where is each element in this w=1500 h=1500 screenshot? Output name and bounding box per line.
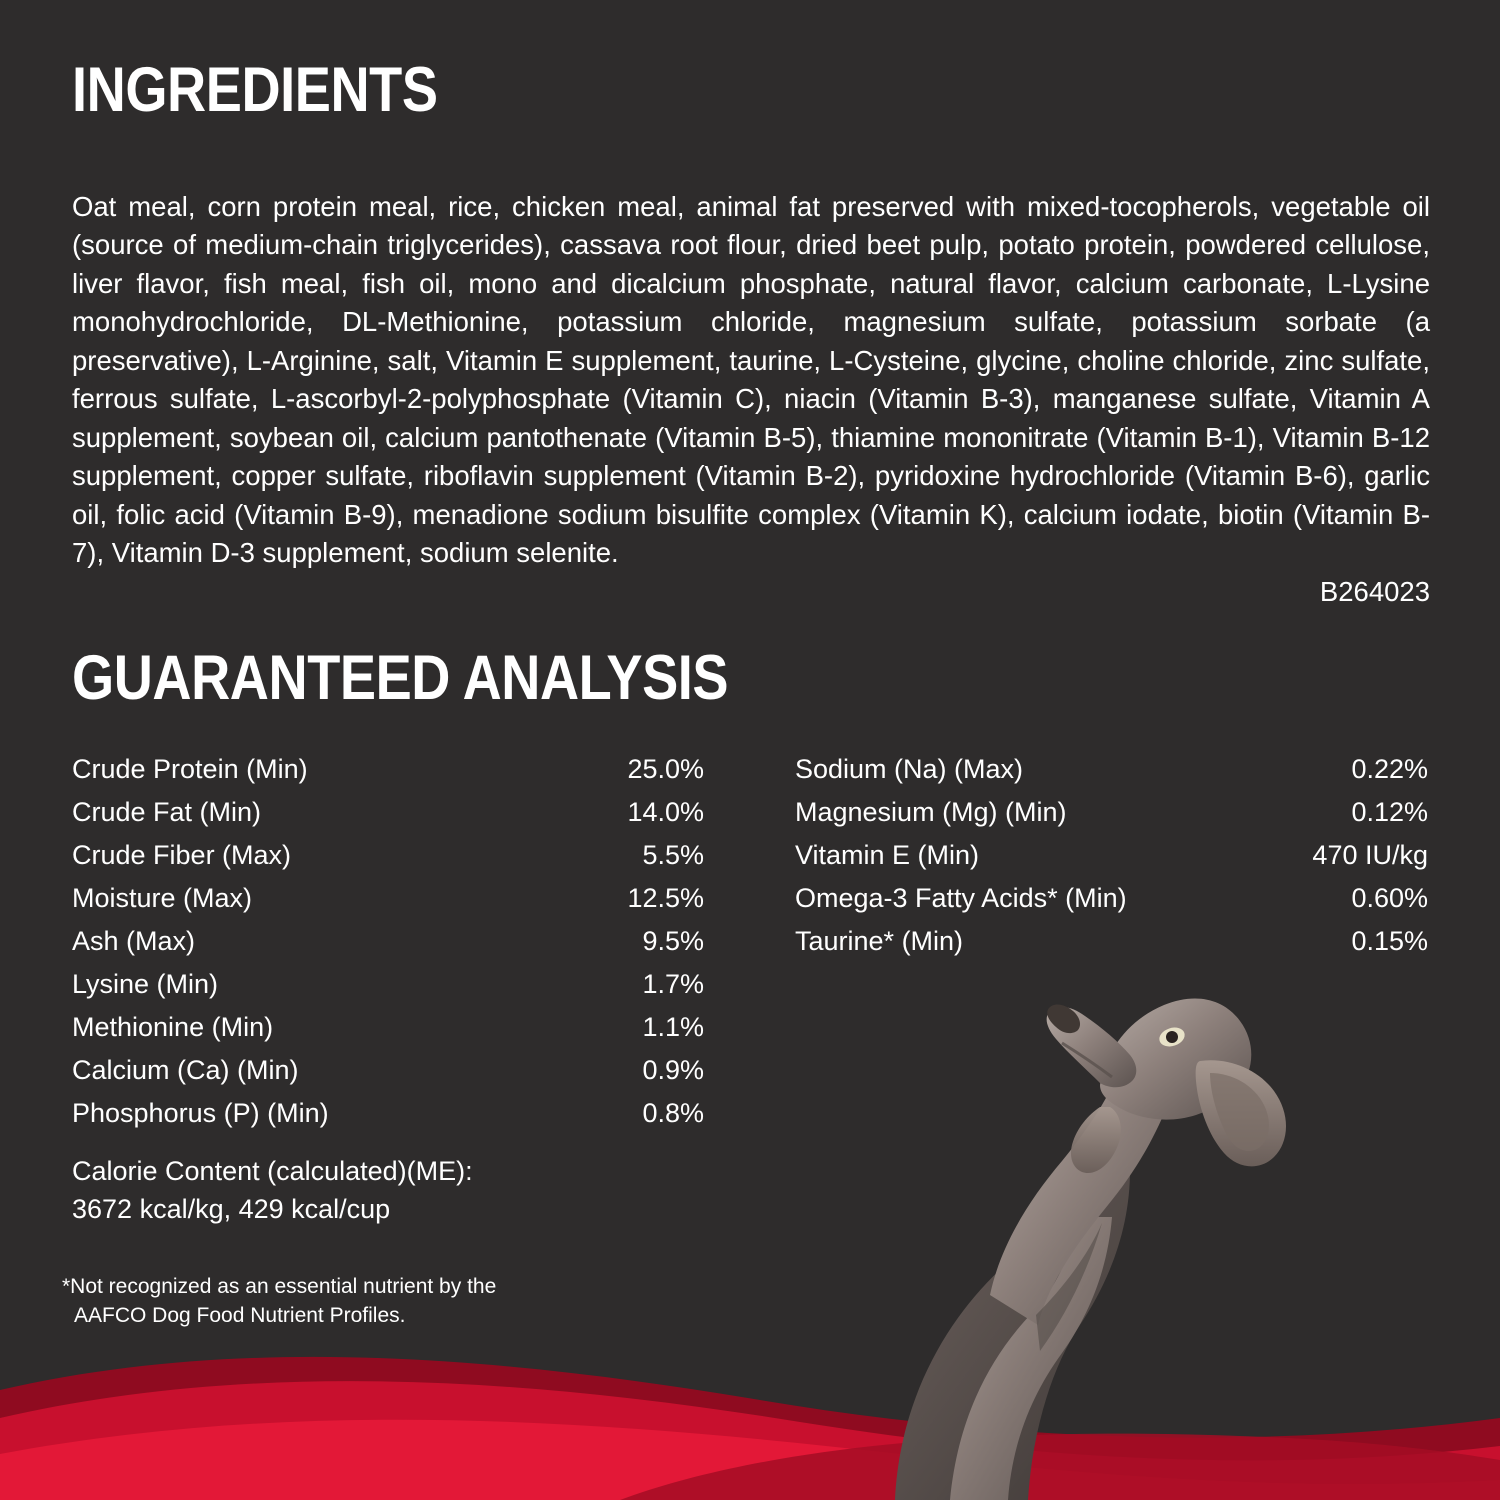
table-row [72,748,704,791]
dog-photo [800,965,1340,1500]
nutrient-value: 12.5% [627,883,704,913]
nutrient-label: Crude Fiber (Max) [72,840,292,870]
nutrient-value: 9.5% [642,926,704,956]
batch-code: B264023 [1319,576,1430,607]
nutrient-label: Vitamin E (Min) [795,840,980,870]
nutrient-label: Methionine (Min) [72,1012,274,1042]
nutrient-value: 0.9% [642,1055,704,1085]
table-row [795,791,1428,834]
footnote [62,1272,682,1330]
nutrient-value: 25.0% [627,754,704,784]
table-row [72,791,704,834]
nutrient-value: 0.15% [1351,926,1428,956]
guaranteed-analysis-heading: GUARANTEED ANALYSIS [72,643,729,713]
calorie-content-block [72,1152,712,1228]
nutrient-value: 5.5% [642,840,704,870]
nutrient-label: Moisture (Max) [72,883,253,913]
table-row [72,1092,704,1135]
footnote-line2: AAFCO Dog Food Nutrient Profiles. [74,1304,406,1327]
dog-illustration-svg [800,965,1340,1500]
table-row [72,920,704,963]
footnote-line1: *Not recognized as an essential nutrient by the [62,1275,497,1298]
nutrient-label: Magnesium (Mg) (Min) [795,797,1067,827]
ingredients-heading: INGREDIENTS [72,55,438,125]
nutrient-value: 0.60% [1351,883,1428,913]
nutrient-value: 470 IU/kg [1312,840,1428,870]
nutrient-value: 0.22% [1351,754,1428,784]
nutrient-label: Calcium (Ca) (Min) [72,1055,299,1085]
nutrient-label: Omega-3 Fatty Acids* (Min) [795,883,1127,913]
nutrient-label: Lysine (Min) [72,969,219,999]
table-row [72,834,704,877]
ingredients-text: Oat meal, corn protein meal, rice, chicken meal, animal fat preserved with mixed-tocopherols, vegetable oil (source of medium-chain triglycerides), cassava root flour, dried beet pulp, potato protein, powdered cellulose, liver flavor, fish meal, fish oil, mono and dicalcium phosphate, natural flavor, calcium carbonate, L-Lysine monohydrochloride, DL-Methionine, potassium chloride, magnesium sulfate, potassium sorbate (a preservative), L-Arginine, salt, Vitamin E supplement, taurine, L-Cysteine, glycine, choline chloride, zinc sulfate, ferrous sulfate, L-ascorbyl-2-polyphosphate (Vitamin C), niacin (Vitamin B-3), manganese sulfate, Vitamin A supplement, soybean oil, calcium pantothenate (Vitamin B-5), thiamine mononitrate (Vitamin B-1), Vitamin B-12 supplement, copper sulfate, riboflavin supplement (Vitamin B-2), pyridoxine hydrochloride (Vitamin B-6), garlic oil, folic acid (Vitamin B-9), menadione sodium bisulfite complex (Vitamin K), calcium iodate, biotin (Vitamin B-7), Vitamin D-3 supplement, sodium selenite. [72,190,1430,568]
nutrient-label: Ash (Max) [72,926,196,956]
nutrient-value: 0.12% [1351,797,1428,827]
table-row [795,834,1428,877]
guaranteed-analysis-left-column [72,748,704,1135]
nutrient-label: Phosphorus (P) (Min) [72,1098,329,1128]
guaranteed-analysis-right-column [795,748,1428,963]
nutrient-value: 1.1% [642,1012,704,1042]
nutrient-label: Taurine* (Min) [795,926,964,956]
table-row [795,920,1428,963]
table-row [795,877,1428,920]
nutrient-value: 0.8% [642,1098,704,1128]
calorie-content-line1: Calorie Content (calculated)(ME): [72,1156,473,1186]
table-row [795,748,1428,791]
nutrient-label: Crude Protein (Min) [72,754,308,784]
nutrient-label: Sodium (Na) (Max) [795,754,1024,784]
table-row [72,963,704,1006]
nutrient-value: 1.7% [642,969,704,999]
table-row [72,1049,704,1092]
calorie-content-line2: 3672 kcal/kg, 429 kcal/cup [72,1194,391,1224]
nutrient-label: Crude Fat (Min) [72,797,262,827]
table-row [72,1006,704,1049]
table-row [72,877,704,920]
nutrient-value: 14.0% [627,797,704,827]
